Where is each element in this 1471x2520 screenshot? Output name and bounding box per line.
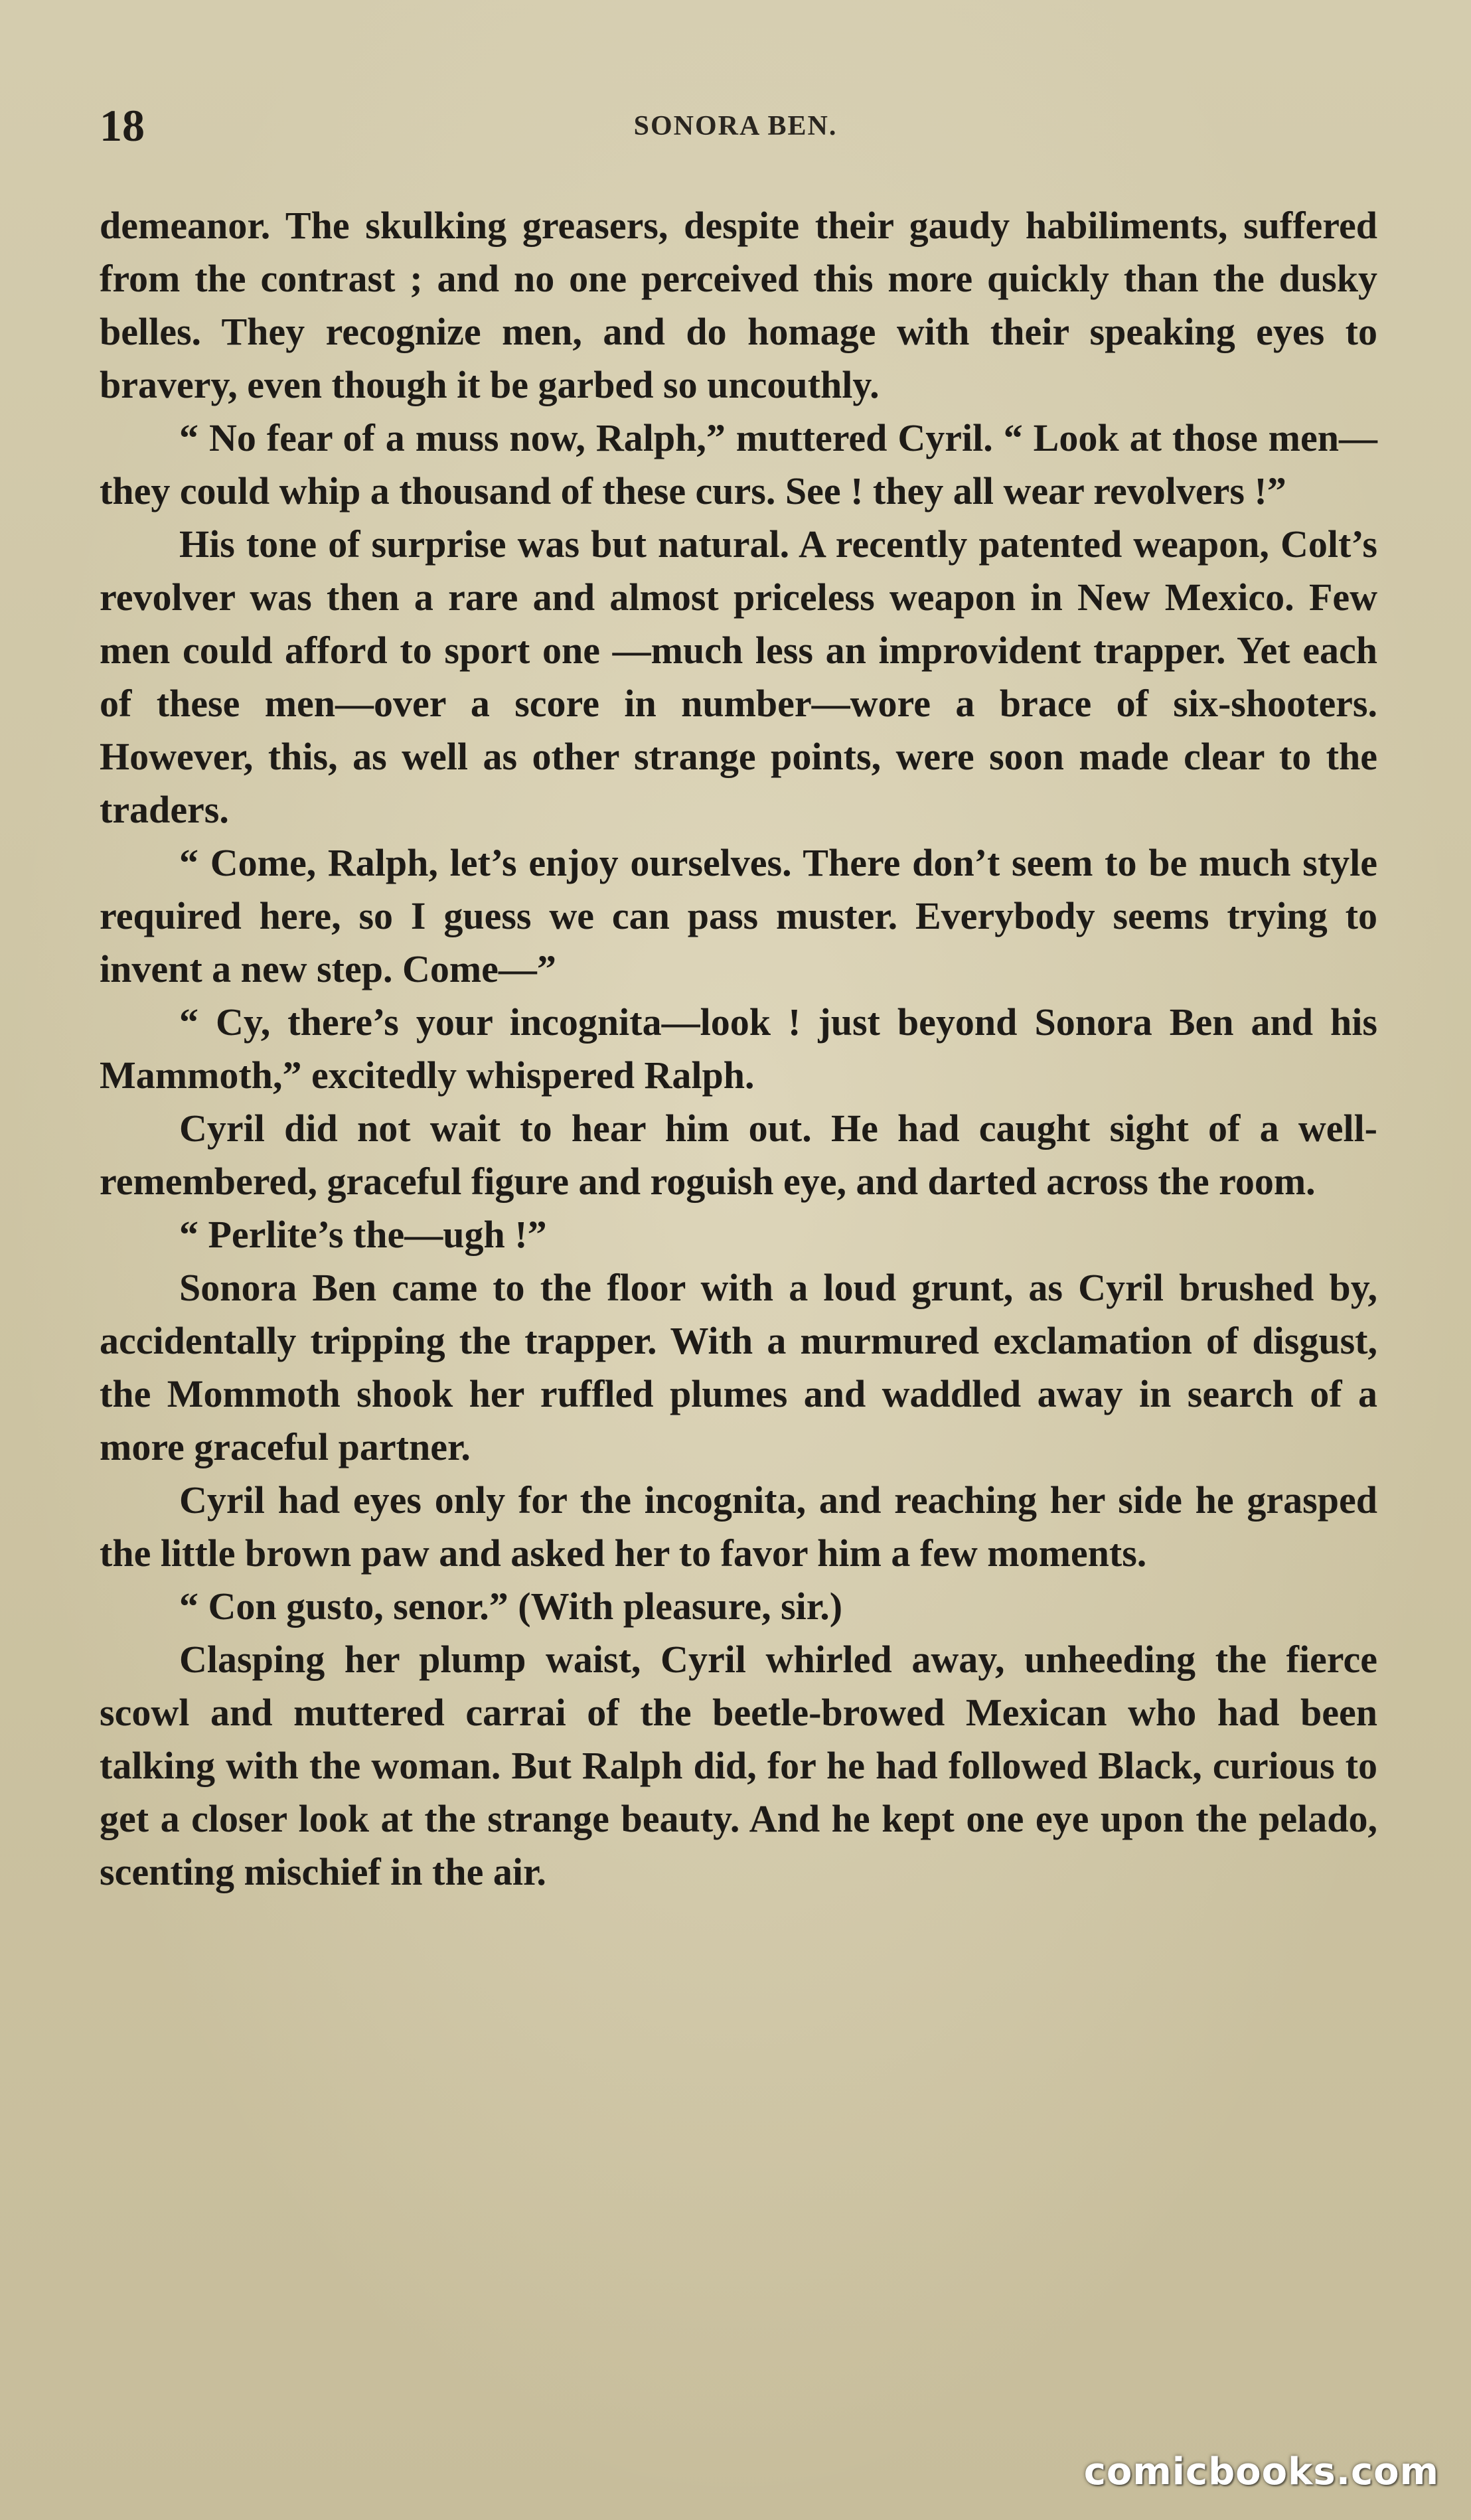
paragraph: Cyril had eyes only for the incognita, and reaching her side he grasped the little brown paw and asked her to favor him a few moments. [100, 1478, 1377, 1575]
paragraph: Clasping her plump waist, Cyril whirled away, unheeding the fierce scowl and muttered carrai of the beetle-browed Mexican who had been talking with the woman. But Ralph did, for he had followed Black, curious to get a closer look at the strange beauty. And he kept one eye upon the pelado, scenting mischief in the air. [100, 1638, 1377, 1893]
paragraph: “ Come, Ralph, let’s enjoy ourselves. There don’t seem to be much style required here, so I guess we can pass muster. Everybody seems trying to invent a new step. Come—” [100, 841, 1377, 990]
paragraph: Cyril did not wait to hear him out. He had caught sight of a well-remembered, graceful figure and roguish eye, and darted across the room. [100, 1107, 1377, 1203]
paragraph: “ No fear of a muss now, Ralph,” muttered Cyril. “ Look at those men—they could whip a thousand of these curs. See ! they all wear revolvers !” [100, 416, 1377, 512]
paragraph: Sonora Ben came to the floor with a loud grunt, as Cyril brushed by, accidentally tripping the trapper. With a murmured exclamation of disgust, the Mommoth shook her ruffled plumes and waddled away in search of a more graceful partner. [100, 1266, 1377, 1468]
paragraph: “ Cy, there’s your incognita—look ! just beyond Sonora Ben and his Mammoth,” excitedly whispered Ralph. [100, 1000, 1377, 1097]
paragraph: His tone of surprise was but natural. A recently patented weapon, Colt’s revolver was then a rare and almost priceless weapon in New Mexico. Few men could afford to sport one —much less an improvident trapper. Yet each of these men—over a score in number—wore a brace of six-shooters. However, this, as well as other strange points, were soon made clear to the traders. [100, 522, 1377, 831]
paragraph: demeanor. The skulking greasers, despite their gaudy habiliments, suffered from the contrast ; and no one perceived this more quickly than the dusky belles. They recognize men, and do homage with their speaking eyes to bravery, even though it be garbed so uncouthly. [100, 204, 1377, 406]
page-number: 18 [100, 100, 145, 151]
body-text [100, 199, 1377, 1899]
paragraph: “ Perlite’s the—ugh !” [179, 1213, 547, 1256]
watermark-text: comicbooks.com [1083, 2450, 1439, 2493]
page-header [100, 100, 1371, 159]
paragraph: “ Con gusto, senor.” (With pleasure, sir.) [179, 1585, 843, 1628]
running-head: SONORA BEN. [633, 111, 838, 141]
